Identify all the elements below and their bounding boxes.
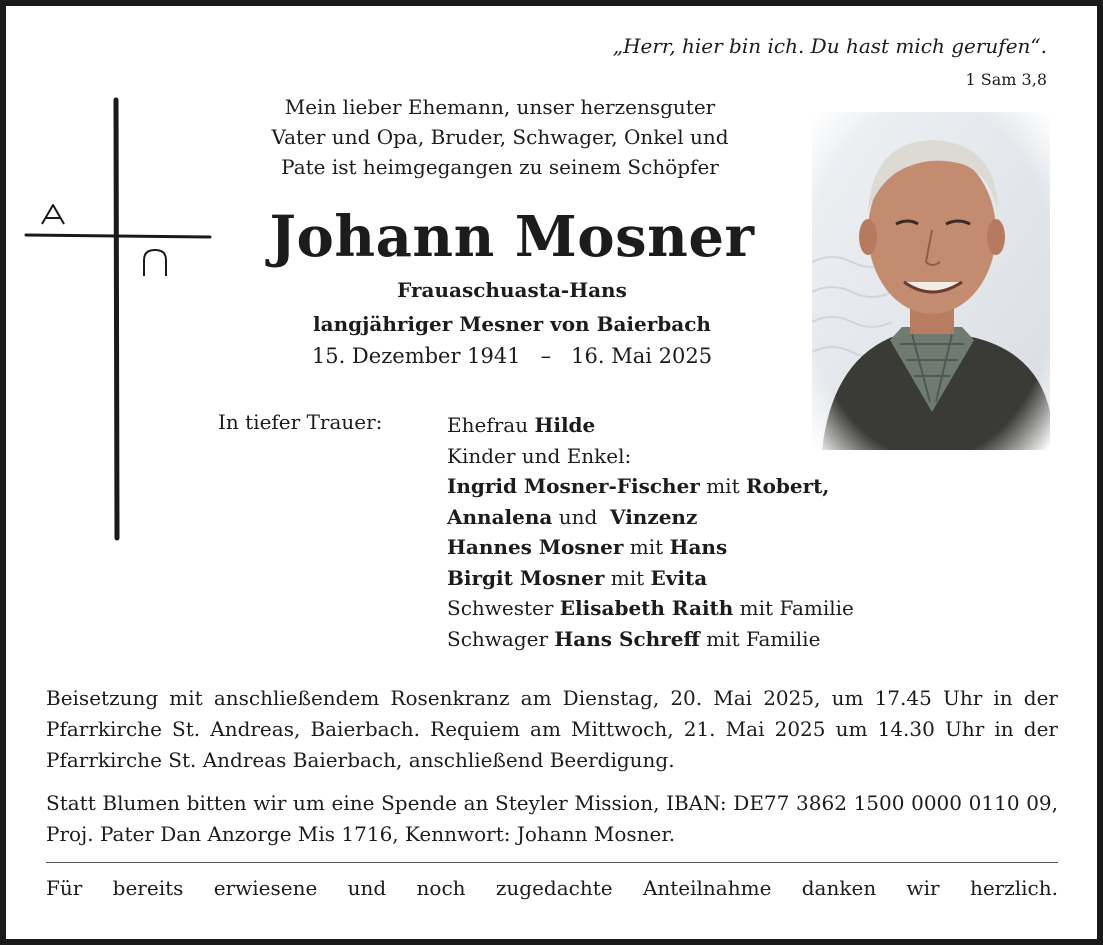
mourner-line (447, 471, 854, 502)
mourner-name: Evita (650, 565, 708, 590)
mourner-text: mit Familie (699, 626, 821, 651)
mourner-line (447, 593, 854, 624)
portrait-photo (812, 112, 1050, 450)
mourner-text: Kinder und Enkel: (447, 443, 632, 468)
mourner-line (447, 441, 854, 472)
mourner-line (447, 410, 854, 441)
mourner-text: mit (604, 565, 651, 590)
mourner-text: mit Familie (733, 596, 854, 620)
donation-info: Statt Blumen bitten wir um eine Spende an Steyler Mission, IBAN: DE77 3862 1500 0000 0110 09, Proj. Pater Dan Anzorge Mis 1716, Kennwort: Johann Mosner. (46, 791, 1058, 846)
mourner-line (447, 563, 854, 594)
mourner-text: und (552, 504, 611, 529)
mourner-text: mit (623, 535, 670, 559)
mourner-name: Hans (669, 535, 728, 559)
funeral-info: Beisetzung mit anschließendem Rosenkranz am Dienstag, 20. Mai 2025, um 17.45 Uhr in der Pfarrkirche St. Andreas, Baierbach. Requiem am Mittwoch, 21. Mai 2025 um 14.30 Uhr in der Pfarrkirche St. Andreas Baierbach, anschließend Beerdigung. (46, 686, 1058, 772)
mourner-name: Robert, (745, 474, 830, 498)
deceased-nickname: Frauaschuasta-Hans (397, 278, 627, 302)
mourner-name: Ingrid Mosner-Fischer (447, 474, 700, 498)
mourner-name: Elisabeth Raith (559, 596, 734, 620)
life-dates: 15. Dezember 1941 – 16. Mai 2025 (311, 344, 713, 368)
mourner-text: Ehefrau (447, 413, 535, 437)
deceased-name: Johann Mosner (269, 204, 755, 270)
epigraph-reference: 1 Sam 3,8 (965, 70, 1047, 89)
intro-text (220, 92, 780, 182)
intro-line: Mein lieber Ehemann, unser herzensguter (284, 95, 716, 119)
mourner-text: Schwager (447, 626, 555, 651)
mourner-text: mit (699, 474, 746, 498)
mourner-line (447, 502, 854, 533)
intro-line: Vater und Opa, Bruder, Schwager, Onkel und (271, 125, 729, 149)
mourner-name: Hans Schreff (554, 626, 700, 651)
thanks-text: Für bereits erwiesene und noch zugedachte Anteilnahme danken wir herzlich. (46, 876, 1058, 900)
mourners-list (447, 410, 854, 654)
mourner-name: Annalena (447, 504, 553, 529)
mourner-line (447, 624, 854, 655)
epigraph-quote: „Herr, hier bin ich. Du hast mich gerufen“. (612, 34, 1047, 58)
deceased-role: langjähriger Mesner von Baierbach (313, 312, 711, 336)
mourner-text: Schwester (447, 596, 560, 620)
intro-line: Pate ist heimgegangen zu seinem Schöpfer (281, 155, 719, 179)
mourner-name: Hilde (534, 413, 596, 437)
divider (46, 862, 1058, 863)
mourner-name: Vinzenz (610, 504, 698, 529)
mourner-name: Hannes Mosner (447, 535, 624, 559)
mourner-name: Birgit Mosner (447, 565, 605, 590)
cross-alpha-omega-icon (20, 92, 220, 552)
mourning-label: In tiefer Trauer: (218, 410, 383, 434)
mourner-line (447, 532, 854, 563)
